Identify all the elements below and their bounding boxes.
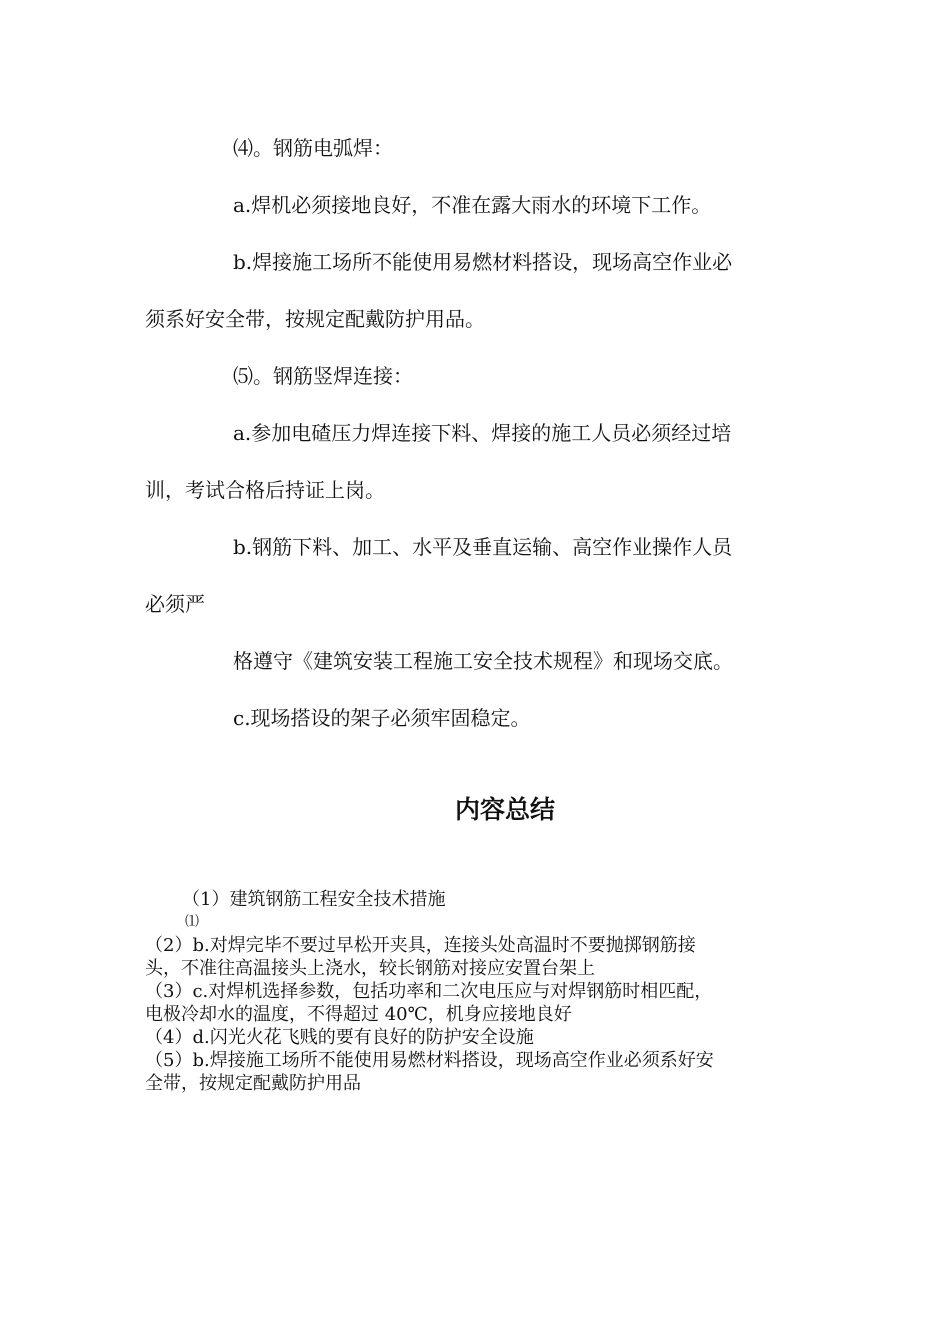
summary-title: 内容总结: [454, 795, 555, 824]
paragraph-operators-line1: b.钢筋下料、加工、水平及垂直运输、高空作业操作人员: [233, 535, 733, 559]
summary-item-4: （4）d.闪光火花飞贱的要有良好的防护安全设施: [145, 1027, 534, 1048]
summary-item-3-line2: 电极冷却水的温度，不得超过 40℃，机身应接地良好: [145, 1004, 572, 1025]
summary-item-5-line2: 全带，按规定配戴防护用品: [145, 1073, 361, 1094]
summary-list: [145, 888, 805, 1095]
summary-item-5-line1: （5）b.焊接施工场所不能使用易燃材料搭设，现场高空作业必须系好安: [145, 1050, 714, 1071]
paragraph-training-line1: a.参加电碴压力焊连接下料、焊接的施工人员必须经过培: [233, 421, 732, 445]
heading-arc-welding: ⑷。钢筋电弧焊：: [233, 136, 393, 160]
paragraph-operators-line2: 必须严: [145, 592, 205, 616]
heading-vertical-welding: ⑸。钢筋竖焊连接：: [233, 364, 413, 388]
paragraph-regulations: 格遵守《建筑安装工程施工安全技术规程》和现场交底。: [233, 649, 733, 673]
summary-item-marker: ⑴: [185, 914, 199, 930]
summary-item-1: （1）建筑钢筋工程安全技术措施: [182, 889, 446, 910]
summary-item-3-line1: （3）c.对焊机选择参数，包括功率和二次电压应与对焊钢筋时相匹配，: [145, 981, 713, 1002]
summary-item-2-line2: 头，不准往高温接头上浇水，较长钢筋对接应安置台架上: [145, 958, 595, 979]
paragraph-site-materials-line1: b.焊接施工场所不能使用易燃材料搭设，现场高空作业必: [233, 250, 733, 274]
paragraph-training-line2: 训，考试合格后持证上岗。: [145, 478, 385, 502]
paragraph-scaffolding: c.现场搭设的架子必须牢固稳定。: [233, 706, 531, 730]
paragraph-grounding: a.焊机必须接地良好，不准在露大雨水的环境下工作。: [233, 193, 712, 217]
summary-item-2-line1: （2）b.对焊完毕不要过早松开夹具，连接头处高温时不要抛掷钢筋接: [145, 935, 696, 956]
body-text: [145, 120, 795, 747]
paragraph-site-materials-line2: 须系好安全带，按规定配戴防护用品。: [145, 307, 485, 331]
